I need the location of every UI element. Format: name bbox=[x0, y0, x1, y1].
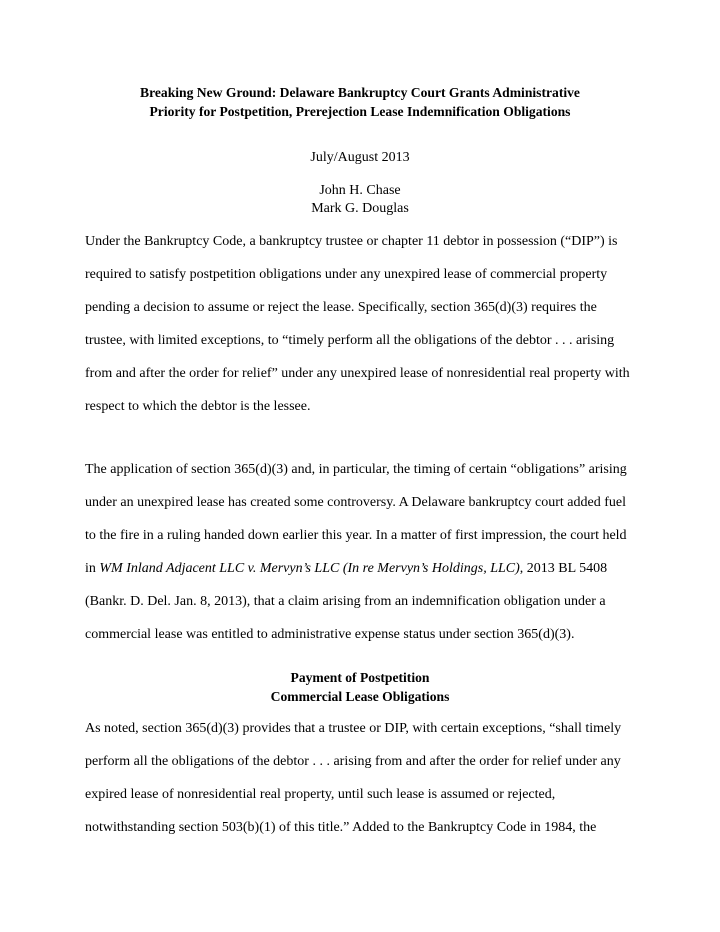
paragraph-2-line-4 bbox=[85, 559, 607, 578]
paragraph-2-line-3: to the fire in a ruling handed down earlier this year. In a matter of first impression, the court held bbox=[85, 528, 627, 543]
paragraph-3-line-3: expired lease of nonresidential real property, until such lease is assumed or rejected, bbox=[85, 787, 556, 802]
paragraph-1-line-1: Under the Bankruptcy Code, a bankruptcy trustee or chapter 11 debtor in possession (“DIP”) is bbox=[85, 234, 618, 249]
case-citation: , 2013 BL 5408 bbox=[519, 561, 608, 576]
section-heading bbox=[0, 668, 720, 706]
paragraph-1-line-2: required to satisfy postpetition obligations under any unexpired lease of commercial property bbox=[85, 267, 608, 282]
paragraph-3-line-2: perform all the obligations of the debtor . . . arising from and after the order for relief under any bbox=[85, 754, 621, 769]
title-line-1: Breaking New Ground: Delaware Bankruptcy Court Grants Administrative bbox=[140, 85, 580, 100]
paragraph-2-line-2: under an unexpired lease has created some controversy. A Delaware bankruptcy court added fuel bbox=[85, 495, 626, 510]
paragraph-2-line-6: commercial lease was entitled to administrative expense status under section 365(d)(3). bbox=[85, 627, 575, 642]
section-heading-line-1: Payment of Postpetition bbox=[290, 670, 430, 685]
paragraph-2-line-5: (Bankr. D. Del. Jan. 8, 2013), that a claim arising from an indemnification obligation under a bbox=[85, 594, 606, 609]
paragraph-2-line-1: The application of section 365(d)(3) and, in particular, the timing of certain “obligations” arising bbox=[85, 462, 627, 477]
paragraph-3-line-4: notwithstanding section 503(b)(1) of this title.” Added to the Bankruptcy Code in 1984, the bbox=[85, 820, 597, 835]
paragraph-1-line-3: pending a decision to assume or reject the lease. Specifically, section 365(d)(3) requires the bbox=[85, 300, 597, 315]
case-name: WM Inland Adjacent LLC v. Mervyn’s LLC (In re Mervyn’s Holdings, LLC) bbox=[99, 561, 520, 576]
publication-date: July/August 2013 bbox=[310, 150, 410, 165]
paragraph-1-line-5: from and after the order for relief” under any unexpired lease of nonresidential real property with bbox=[85, 366, 630, 381]
title-line-2: Priority for Postpetition, Prerejection Lease Indemnification Obligations bbox=[149, 104, 571, 119]
paragraph-1-line-6: respect to which the debtor is the lessee. bbox=[85, 399, 311, 414]
paragraph-3-line-1: As noted, section 365(d)(3) provides that a trustee or DIP, with certain exceptions, “shall timely bbox=[85, 721, 622, 736]
paragraph-1-line-4: trustee, with limited exceptions, to “timely perform all the obligations of the debtor . . . arising bbox=[85, 333, 615, 348]
section-heading-line-2: Commercial Lease Obligations bbox=[270, 689, 450, 704]
document-title bbox=[0, 83, 720, 121]
author-2: Mark G. Douglas bbox=[311, 201, 409, 216]
author-1: John H. Chase bbox=[319, 183, 401, 198]
case-prefix: in bbox=[85, 561, 100, 576]
